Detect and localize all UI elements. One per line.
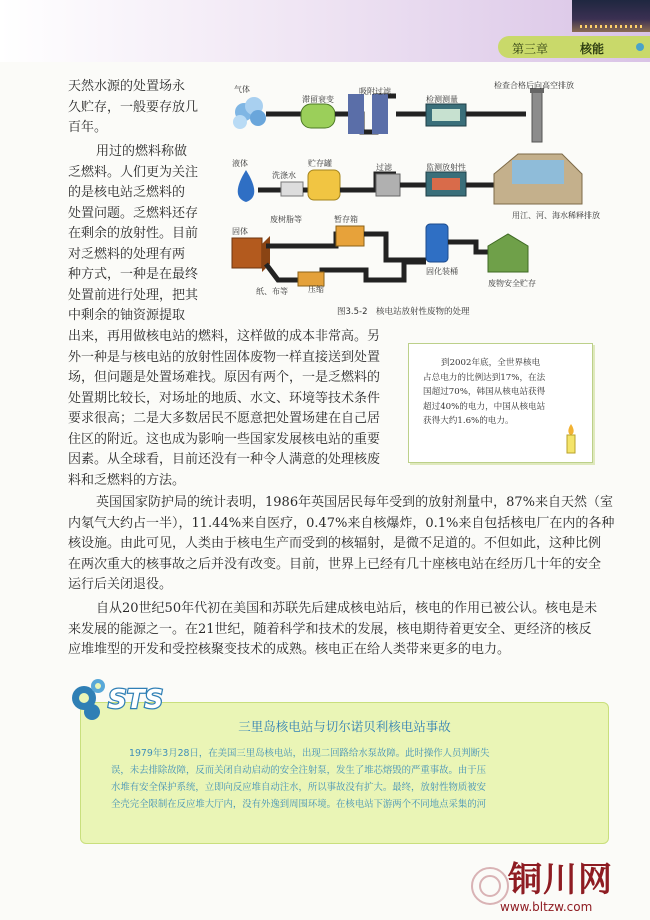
side-note [408, 343, 593, 463]
intro-paragraph: 天然水源的处置场永 久贮存，一般要存放几 百年。 [68, 79, 199, 135]
stack-icon [532, 92, 542, 142]
temp-tank-icon [336, 226, 364, 246]
storage-tank-label: 贮存罐 [308, 159, 332, 168]
retention-label: 滞留衰变 [302, 95, 334, 104]
adsorption-label: 吸附过滤 [359, 87, 391, 96]
header-city-photo [572, 0, 650, 32]
retention-tank-icon [301, 104, 335, 128]
solid-label: 固体 [232, 227, 248, 236]
paper-label: 纸、布等 [256, 287, 288, 296]
chapter-title: 核能 [580, 42, 605, 56]
discharge-label: 用江、河、海水稀释排放 [512, 211, 600, 220]
side-note-text: 到2002年底，全世界核电 占总电力的比例达到17%，在法 国超过70%，韩国从核电站获得 超过40%的电力，中国从核电站 获得大约1.6%的电力。 [423, 358, 546, 426]
chapter-dot-icon [636, 43, 644, 51]
gas-label: 气体 [234, 85, 250, 94]
safe-storage-label: 废物安全贮存 [488, 279, 536, 288]
waste-treatment-diagram [226, 74, 626, 306]
spent-fuel-paragraph: 用过的燃料称做 乏燃料。人们更为关注 的是核电站乏燃料的 处置问题。乏燃料还存 在剩余的放射性。目前 对乏燃料的处理有两 种方式，一种是在最终 处置前进行处理，把其 中剩余的铀资源提取 [68, 144, 199, 323]
watermark-url: www.bltzw.com [500, 900, 593, 914]
sts-box [80, 702, 609, 844]
waste-storage-icon [488, 234, 528, 272]
sts-logo [68, 672, 178, 722]
release-label: 检查合格后向高空排放 [494, 81, 574, 90]
spent-fuel-continuation: 出来，再用做核电站的燃料，这样做的成本非常高。另 外一种是与核电站的放射性固体废物一样直接送到处置 场，但问题是处置场难找。原因有两个，一是乏燃料的 处置期比较长，对场址的地质、水文、环境等技术条件 要求很高；二是大多数居民不愿意把处置场建在自己居 住区的附近。这也成为影响一些国家发展核电站的重要 因素。从全球看，目前还没有一种令人满意的处理核废 料和乏燃料的方法。 [68, 329, 381, 488]
watermark-name: 铜川网 [508, 860, 613, 900]
temp-tank-label: 暂存箱 [334, 215, 358, 224]
figure-caption: 图3.5-2 核电站放射性废物的处理 [337, 307, 470, 317]
filter-label: 过滤 [376, 163, 392, 172]
wash-label: 洗涤水 [272, 171, 296, 180]
filter-icon [376, 174, 400, 196]
resin-label: 废树脂等 [270, 215, 302, 224]
candle-icon [558, 422, 584, 456]
solid-cube-icon [232, 238, 262, 268]
monitor-radio-label: 监测放射性 [426, 163, 466, 172]
globe-icon [84, 704, 100, 720]
gas-cloud-icon [233, 97, 266, 129]
compress-label: 压缩 [308, 285, 324, 294]
chapter-tab [498, 36, 650, 58]
monitor-label: 检测测量 [426, 95, 458, 104]
solidify-barrel-icon [426, 224, 448, 262]
uk-statistics-paragraph: 英国国家防护局的统计表明，1986年英国居民每年受到的放射剂量中，87%来自天然（室 内氡气大约占一半），11.44%来自医疗，0.47%来自核爆炸，0.1%来自包括核电厂在内的各种 核设施。由此可见，人类由于核电生产而受到的核辐射，是微不足道的。不但如此，这种比例 在两次重大的核事故之后并没有改变。目前，世界上已经有几十座核电站在经历几十年的安全 运行后关闭退役。 [68, 495, 615, 592]
solidify-label: 固化装桶 [426, 267, 458, 276]
liquid-drop-icon [238, 170, 255, 202]
liquid-label: 液体 [232, 159, 248, 168]
storage-tank-icon [308, 170, 340, 200]
sts-title: 三里岛核电站与切尔诺贝利核电站事故 [238, 719, 451, 734]
history-paragraph: 自从20世纪50年代初在美国和苏联先后建成核电站后，核电的作用已被公认。核电是未 来发展的能源之一。在21世纪，随着科学和技术的发展，核电期待着更安全、更经济的核反 应堆堆型的开发和受控核聚变技术的成熟。核电正在给人类带来更多的电力。 [68, 601, 598, 657]
chapter-number: 第三章 [512, 42, 549, 56]
sts-text: 1979年3月28日，在美国三里岛核电站，出现二回路给水泵故障。此时操作人员判断失 误，未去排除故障，反而关闭自动启动的安全注射泵，发生了堆芯熔毁的严重事故。由于压 水堆有安全保护系统，立即向反应堆自动注水，所以事故没有扩大。最终，放射性物质被安 全壳完全限制在反应堆大厅内，没有外逸到周围环境。在核电站下游两个不同地点采集的河 [111, 748, 490, 810]
sts-logo-text: STS [108, 685, 164, 715]
sts-logo-drawing [68, 672, 178, 722]
adsorption-filter-icon [348, 94, 364, 134]
